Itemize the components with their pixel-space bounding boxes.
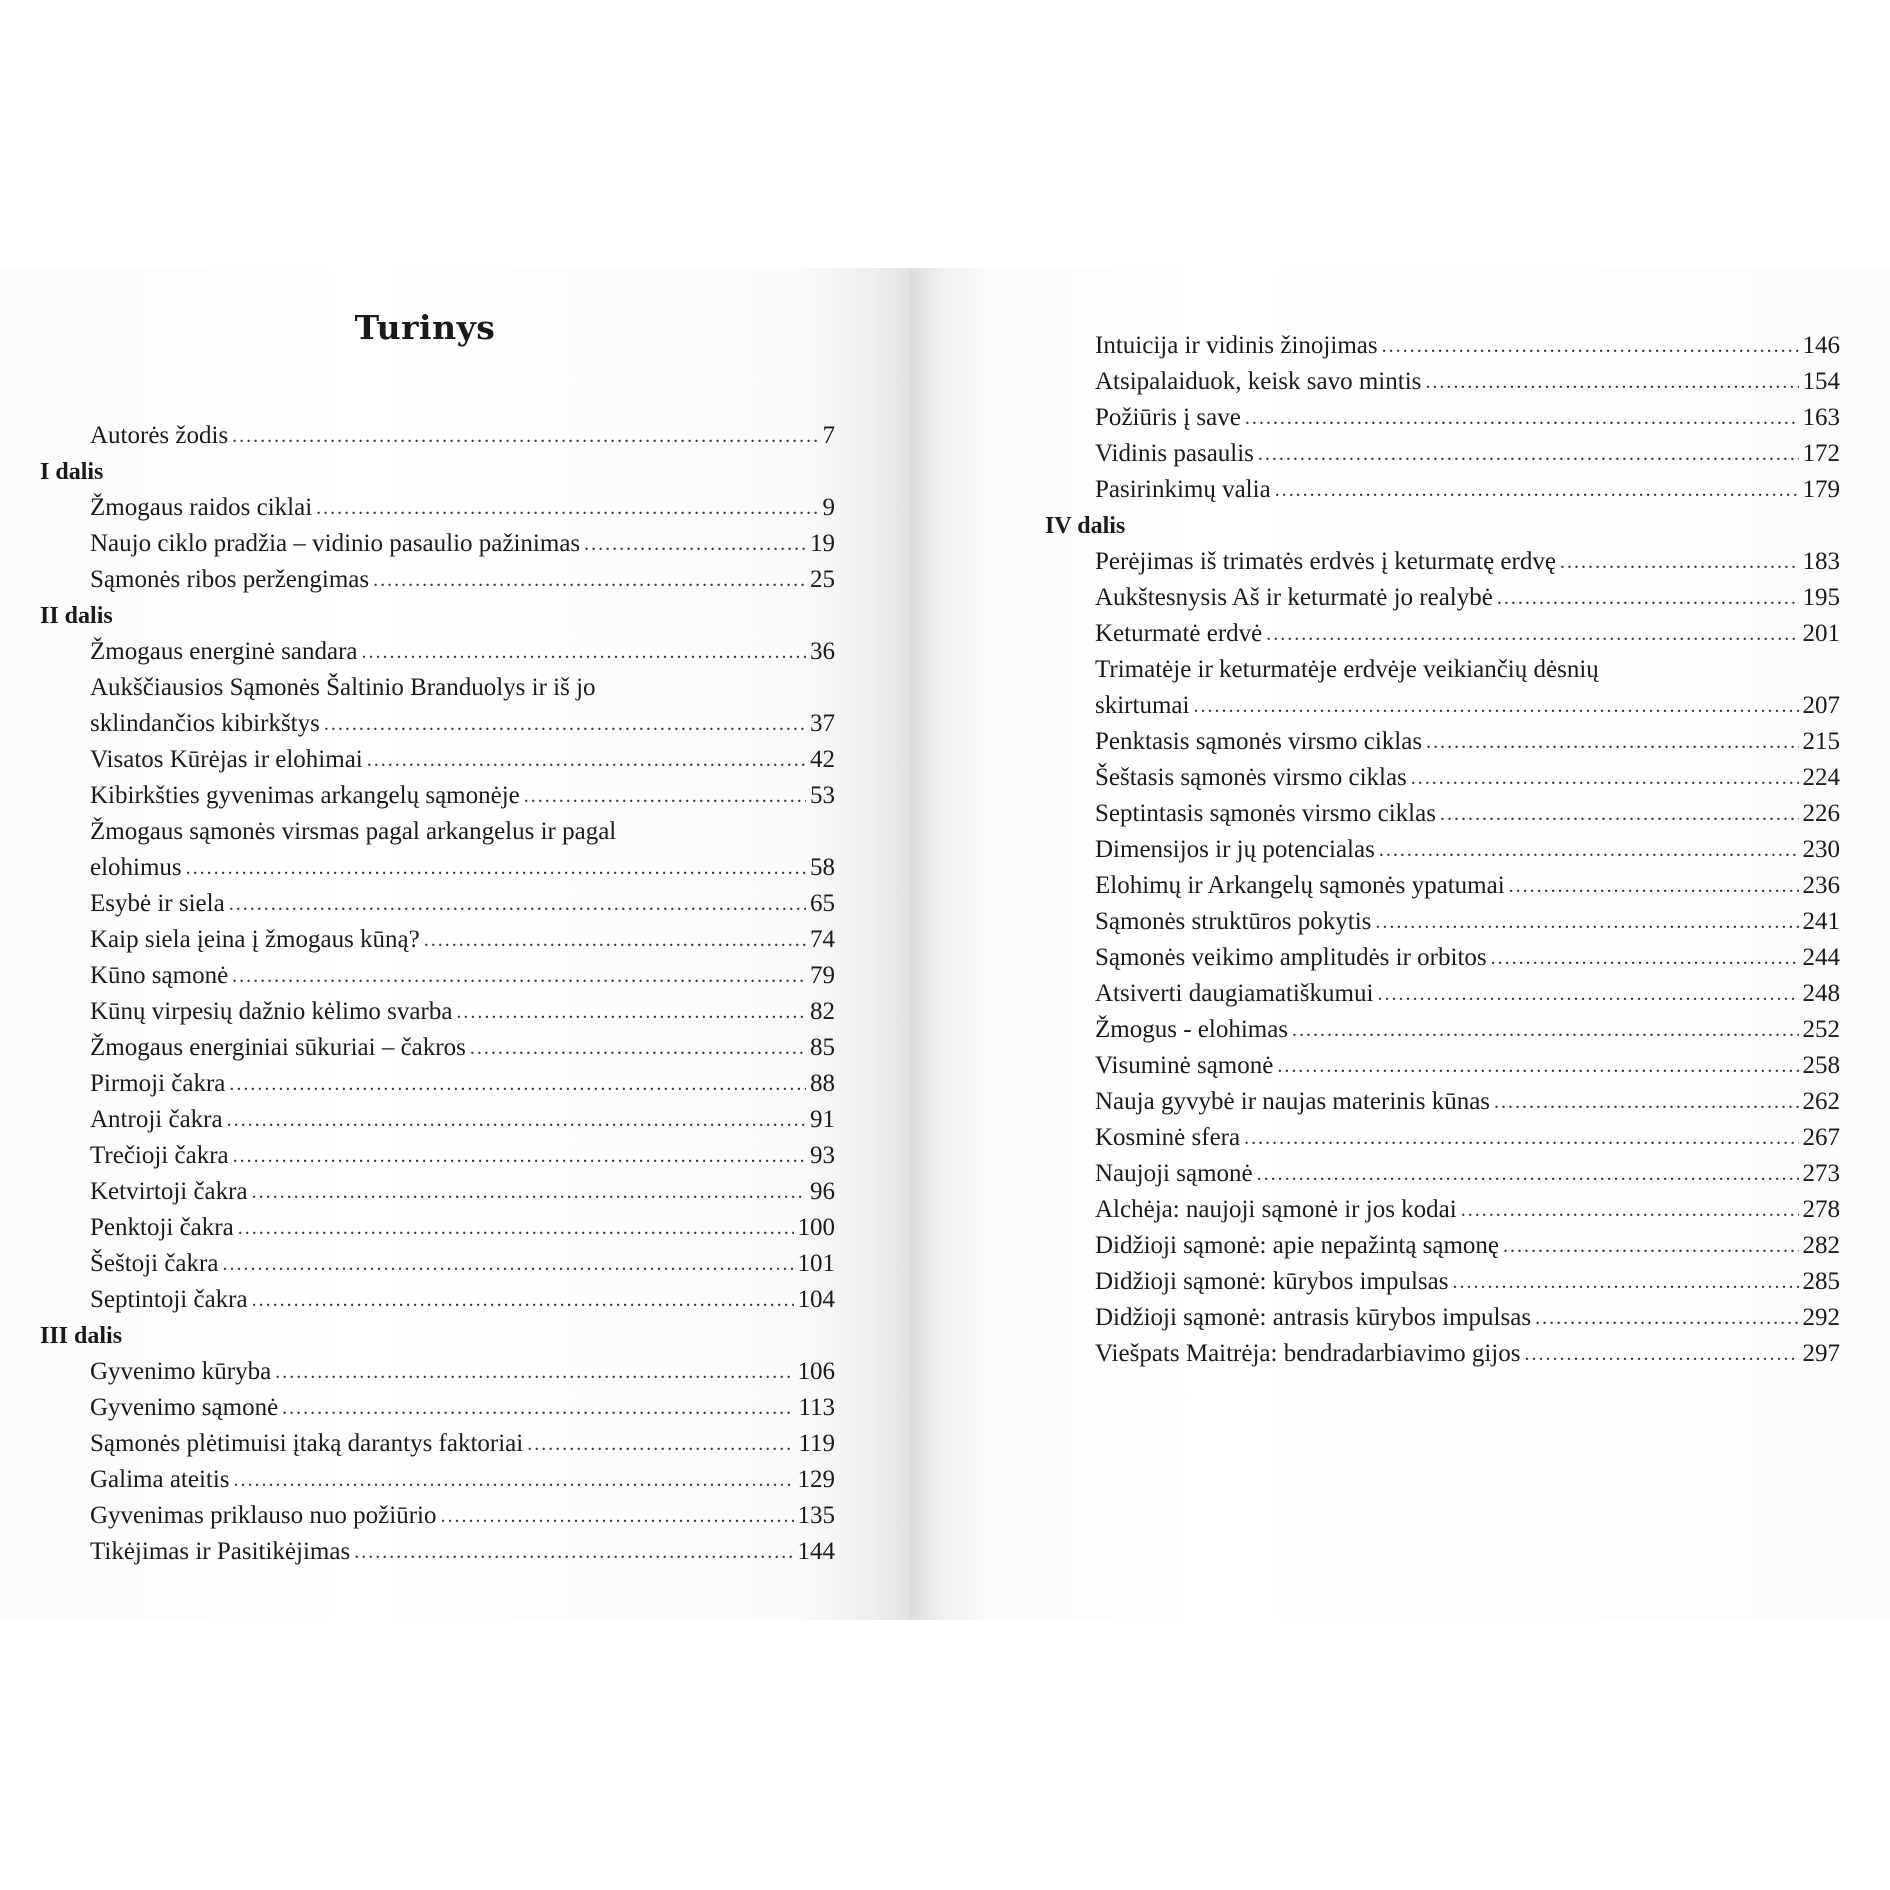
toc-entry-title: Žmogaus energinė sandara [90, 638, 358, 665]
toc-entry-title: Pirmoji čakra [90, 1070, 226, 1097]
dot-leader [1275, 472, 1799, 508]
book-spread [0, 268, 1890, 1620]
toc-entry-page: 37 [810, 710, 835, 737]
toc-entry[interactable] [40, 1138, 835, 1174]
toc-entry-page: 119 [798, 1430, 835, 1457]
toc-entry[interactable] [1045, 400, 1840, 436]
toc-entry-title: Sąmonės ribos peržengimas [90, 566, 370, 593]
toc-entry-title: Penktoji čakra [90, 1214, 234, 1241]
toc-entry[interactable] [40, 1210, 835, 1246]
toc-entry-page: 248 [1802, 980, 1840, 1007]
dot-leader [1377, 976, 1798, 1012]
part-heading: I dalis [40, 459, 104, 485]
dot-leader [1426, 724, 1798, 760]
toc-entry-title: Sąmonės plėtimuisi įtaką darantys faktoriai [90, 1430, 524, 1457]
toc-entry-page: 91 [810, 1106, 835, 1133]
toc-entry-page: 82 [810, 998, 835, 1025]
toc-entry-title: Didžioji sąmonė: apie nepažintą sąmonę [1095, 1232, 1500, 1259]
dot-leader [324, 706, 806, 742]
toc-entry[interactable] [1045, 760, 1840, 796]
toc-entry-title: Didžioji sąmonė: antrasis kūrybos impulsas [1095, 1304, 1532, 1331]
toc-entry-title: Septintasis sąmonės virsmo ciklas [1095, 800, 1436, 827]
toc-entry-title: Žmogus - elohimas [1095, 1016, 1289, 1043]
toc-entry-page: 258 [1802, 1052, 1840, 1079]
toc-entry-title-line: Žmogaus sąmonės virsmas pagal arkangelus ir pagal [90, 818, 617, 845]
toc-entry-page: 106 [797, 1358, 835, 1385]
toc-entry[interactable] [40, 958, 835, 994]
toc-list-right [1045, 328, 1840, 1372]
dot-leader [186, 850, 806, 886]
dot-leader [1491, 940, 1799, 976]
dot-leader [229, 1066, 806, 1102]
dot-leader [440, 1498, 793, 1534]
toc-entry[interactable] [40, 1066, 835, 1102]
toc-entry-title: Septintoji čakra [90, 1286, 248, 1313]
toc-entry-title: Esybė ir siela [90, 890, 225, 917]
toc-entry-title: Kaip siela įeina į žmogaus kūną? [90, 926, 420, 953]
toc-entry[interactable] [1045, 328, 1840, 364]
toc-entry[interactable] [40, 886, 835, 922]
toc-entry-title: Žmogaus raidos ciklai [90, 494, 313, 521]
toc-entry[interactable] [40, 814, 835, 886]
toc-entry-title: skirtumai [1095, 692, 1190, 719]
toc-entry[interactable] [1045, 1156, 1840, 1192]
toc-entry-page: 74 [810, 926, 835, 953]
toc-entry-page: 297 [1802, 1340, 1840, 1367]
dot-leader [354, 1534, 793, 1570]
toc-entry-title: Kūno sąmonė [90, 962, 229, 989]
toc-entry[interactable] [40, 562, 835, 598]
toc-entry-page: 96 [810, 1178, 835, 1205]
dot-leader [233, 1138, 806, 1174]
toc-entry[interactable] [1045, 544, 1840, 580]
toc-entry[interactable] [1045, 868, 1840, 904]
toc-entry[interactable] [1045, 940, 1840, 976]
toc-entry[interactable] [40, 922, 835, 958]
toc-entry[interactable] [1045, 1084, 1840, 1120]
toc-entry[interactable] [1045, 832, 1840, 868]
toc-entry[interactable] [1045, 652, 1840, 724]
toc-entry[interactable] [1045, 580, 1840, 616]
toc-entry-page: 267 [1802, 1124, 1840, 1151]
toc-entry-page: 58 [810, 854, 835, 881]
toc-entry-page: 262 [1802, 1088, 1840, 1115]
toc-entry-title: Kosminė sfera [1095, 1124, 1241, 1151]
toc-entry-page: 273 [1802, 1160, 1840, 1187]
toc-entry[interactable] [40, 490, 835, 526]
toc-entry-page: 207 [1802, 692, 1840, 719]
dot-leader [1440, 796, 1799, 832]
toc-entry-title: Atsiverti daugiamatiškumui [1095, 980, 1374, 1007]
toc-entry-page: 104 [797, 1286, 835, 1313]
toc-entry[interactable] [1045, 1336, 1840, 1372]
toc-entry-page: 42 [810, 746, 835, 773]
toc-entry[interactable] [40, 1534, 835, 1570]
dot-leader [282, 1390, 794, 1426]
toc-entry[interactable] [1045, 1120, 1840, 1156]
dot-leader [1535, 1300, 1798, 1336]
dot-leader [1258, 436, 1799, 472]
toc-list-left [40, 418, 835, 1570]
toc-entry-title: Požiūris į save [1095, 404, 1241, 431]
toc-entry-title: Aukštesnysis Aš ir keturmatė jo realybė [1095, 584, 1493, 611]
toc-entry-page: 252 [1802, 1016, 1840, 1043]
dot-leader [524, 778, 806, 814]
dot-leader [373, 562, 806, 598]
toc-entry-title: Kibirkšties gyvenimas arkangelų sąmonėje [90, 782, 520, 809]
dot-leader [456, 994, 806, 1030]
dot-leader [362, 634, 807, 670]
dot-leader [1266, 616, 1798, 652]
toc-entry-page: 154 [1802, 368, 1840, 395]
toc-entry-page: 25 [810, 566, 835, 593]
toc-entry-page: 19 [810, 530, 835, 557]
toc-title: Turinys [354, 308, 496, 347]
toc-entry-page: 129 [797, 1466, 835, 1493]
dot-leader [1193, 688, 1798, 724]
toc-entry-title: Perėjimas iš trimatės erdvės į keturmatę erdvę [1095, 548, 1556, 575]
dot-leader [1292, 1012, 1798, 1048]
toc-entry[interactable] [40, 1102, 835, 1138]
toc-entry-page: 135 [797, 1502, 835, 1529]
toc-entry-title: Viešpats Maitrėja: bendradarbiavimo gijos [1095, 1340, 1521, 1367]
toc-entry[interactable] [1045, 472, 1840, 508]
toc-entry-page: 36 [810, 638, 835, 665]
toc-entry-title: Tikėjimas ir Pasitikėjimas [90, 1538, 351, 1565]
dot-leader [232, 418, 818, 454]
toc-entry[interactable] [40, 1282, 835, 1318]
toc-entry-title: Dimensijos ir jų potencialas [1095, 836, 1375, 863]
part-heading: IV dalis [1045, 513, 1126, 539]
dot-leader [316, 490, 818, 526]
dot-leader [232, 958, 806, 994]
toc-entry-title: Intuicija ir vidinis žinojimas [1095, 332, 1378, 359]
toc-entry[interactable] [40, 1390, 835, 1426]
toc-entry-title: Nauja gyvybė ir naujas materinis kūnas [1095, 1088, 1491, 1115]
dot-leader [1244, 1120, 1798, 1156]
dot-leader [1382, 328, 1799, 364]
toc-entry-title: Pasirinkimų valia [1095, 476, 1271, 503]
toc-entry-title: Sąmonės veikimo amplitudės ir orbitos [1095, 944, 1487, 971]
toc-entry[interactable] [1045, 796, 1840, 832]
toc-entry-title: Naujoji sąmonė [1095, 1160, 1253, 1187]
toc-entry-page: 85 [810, 1034, 835, 1061]
toc-entry-page: 7 [822, 422, 835, 449]
toc-entry-page: 236 [1802, 872, 1840, 899]
toc-entry-page: 285 [1802, 1268, 1840, 1295]
toc-entry[interactable] [40, 1246, 835, 1282]
toc-entry[interactable] [1045, 1264, 1840, 1300]
dot-leader [1509, 868, 1799, 904]
toc-entry-title: Antroji čakra [90, 1106, 223, 1133]
dot-leader [1497, 580, 1799, 616]
right-page [910, 268, 1890, 1620]
dot-leader [1461, 1192, 1799, 1228]
toc-entry-title: Elohimų ir Arkangelų sąmonės ypatumai [1095, 872, 1505, 899]
toc-entry-page: 201 [1802, 620, 1840, 647]
toc-entry-title: Alchėja: naujoji sąmonė ir jos kodai [1095, 1196, 1457, 1223]
toc-entry-page: 179 [1802, 476, 1840, 503]
dot-leader [1375, 904, 1798, 940]
toc-entry[interactable] [40, 742, 835, 778]
dot-leader [1452, 1264, 1798, 1300]
dot-leader [527, 1426, 794, 1462]
toc-entry[interactable] [1045, 616, 1840, 652]
toc-entry-title: Didžioji sąmonė: kūrybos impulsas [1095, 1268, 1449, 1295]
toc-entry-page: 53 [810, 782, 835, 809]
toc-entry[interactable] [40, 670, 835, 742]
toc-entry-page: 9 [822, 494, 835, 521]
toc-entry-page: 278 [1802, 1196, 1840, 1223]
toc-entry-title: sklindančios kibirkštys [90, 710, 320, 737]
toc-entry-page: 101 [797, 1250, 835, 1277]
toc-entry-title: Sąmonės struktūros pokytis [1095, 908, 1372, 935]
toc-entry[interactable] [40, 1462, 835, 1498]
toc-entry-title: Trečioji čakra [90, 1142, 229, 1169]
dot-leader [424, 922, 806, 958]
toc-entry[interactable] [1045, 364, 1840, 400]
toc-entry-title: Gyvenimas priklauso nuo požiūrio [90, 1502, 437, 1529]
toc-entry[interactable] [1045, 724, 1840, 760]
part-heading: II dalis [40, 603, 113, 629]
toc-entry[interactable] [1045, 436, 1840, 472]
toc-entry[interactable] [40, 418, 835, 454]
dot-leader [222, 1246, 793, 1282]
dot-leader [1245, 400, 1799, 436]
toc-entry-title: Keturmatė erdvė [1095, 620, 1263, 647]
toc-entry-page: 79 [810, 962, 835, 989]
toc-entry-title: Naujo ciklo pradžia – vidinio pasaulio pažinimas [90, 530, 581, 557]
dot-leader [584, 526, 806, 562]
toc-entry-title: Vidinis pasaulis [1095, 440, 1254, 467]
toc-entry[interactable] [1045, 904, 1840, 940]
left-page [0, 268, 910, 1620]
toc-entry[interactable] [40, 526, 835, 562]
toc-entry[interactable] [40, 1498, 835, 1534]
toc-entry-page: 146 [1802, 332, 1840, 359]
toc-entry-page: 113 [798, 1394, 835, 1421]
toc-entry-page: 163 [1802, 404, 1840, 431]
toc-entry-page: 65 [810, 890, 835, 917]
toc-entry-title: Kūnų virpesių dažnio kėlimo svarba [90, 998, 453, 1025]
toc-entry-title: Visatos Kūrėjas ir elohimai [90, 746, 363, 773]
toc-entry-page: 195 [1802, 584, 1840, 611]
toc-entry-title: Šeštasis sąmonės virsmo ciklas [1095, 764, 1407, 791]
dot-leader [234, 1462, 794, 1498]
toc-entry-page: 172 [1802, 440, 1840, 467]
toc-entry[interactable] [1045, 976, 1840, 1012]
dot-leader [367, 742, 806, 778]
toc-entry-title: Autorės žodis [90, 422, 229, 449]
toc-entry-page: 224 [1802, 764, 1840, 791]
toc-entry[interactable] [1045, 1012, 1840, 1048]
toc-entry[interactable] [1045, 1048, 1840, 1084]
toc-entry-title-line: Aukščiausios Sąmonės Šaltinio Branduolys ir iš jo [90, 674, 596, 701]
toc-entry-title: Žmogaus energiniai sūkuriai – čakros [90, 1034, 466, 1061]
dot-leader [229, 886, 806, 922]
dot-leader [1277, 1048, 1798, 1084]
toc-entry[interactable] [1045, 1228, 1840, 1264]
toc-entry-title: Ketvirtoji čakra [90, 1178, 248, 1205]
part-heading: III dalis [40, 1323, 123, 1349]
dot-leader [1503, 1228, 1798, 1264]
dot-leader [1379, 832, 1799, 868]
toc-entry-title: Galima ateitis [90, 1466, 230, 1493]
dot-leader [252, 1174, 806, 1210]
dot-leader [227, 1102, 806, 1138]
toc-entry-page: 282 [1802, 1232, 1840, 1259]
toc-entry-title: Šeštoji čakra [90, 1250, 219, 1277]
dot-leader [252, 1282, 794, 1318]
toc-entry-page: 230 [1802, 836, 1840, 863]
toc-entry-title: Gyvenimo sąmonė [90, 1394, 279, 1421]
toc-entry-title: Gyvenimo kūryba [90, 1358, 272, 1385]
toc-entry[interactable] [1045, 1192, 1840, 1228]
toc-entry-page: 244 [1802, 944, 1840, 971]
toc-entry[interactable] [1045, 1300, 1840, 1336]
dot-leader [1411, 760, 1799, 796]
toc-entry-title: elohimus [90, 854, 182, 881]
toc-entry[interactable] [40, 778, 835, 814]
toc-entry-page: 144 [797, 1538, 835, 1565]
toc-entry-page: 100 [797, 1214, 835, 1241]
toc-entry-page: 183 [1802, 548, 1840, 575]
toc-entry-title: Penktasis sąmonės virsmo ciklas [1095, 728, 1423, 755]
toc-entry[interactable] [40, 1030, 835, 1066]
dot-leader [1524, 1336, 1798, 1372]
toc-entry[interactable] [40, 1354, 835, 1390]
toc-entry[interactable] [40, 1174, 835, 1210]
toc-entry-page: 241 [1802, 908, 1840, 935]
toc-entry-title: Atsipalaiduok, keisk savo mintis [1095, 368, 1422, 395]
toc-entry-title-line: Trimatėje ir keturmatėje erdvėje veikiančių dėsnių [1095, 656, 1599, 683]
dot-leader [1560, 544, 1799, 580]
toc-entry-page: 215 [1802, 728, 1840, 755]
toc-entry-page: 88 [810, 1070, 835, 1097]
dot-leader [1494, 1084, 1798, 1120]
dot-leader [275, 1354, 793, 1390]
toc-entry[interactable] [40, 994, 835, 1030]
toc-entry-page: 292 [1802, 1304, 1840, 1331]
dot-leader [238, 1210, 794, 1246]
toc-entry[interactable] [40, 1426, 835, 1462]
dot-leader [1425, 364, 1798, 400]
dot-leader [1257, 1156, 1799, 1192]
toc-entry[interactable] [40, 634, 835, 670]
toc-entry-title: Visuminė sąmonė [1095, 1052, 1274, 1079]
dot-leader [470, 1030, 806, 1066]
toc-entry-page: 93 [810, 1142, 835, 1169]
toc-entry-page: 226 [1802, 800, 1840, 827]
